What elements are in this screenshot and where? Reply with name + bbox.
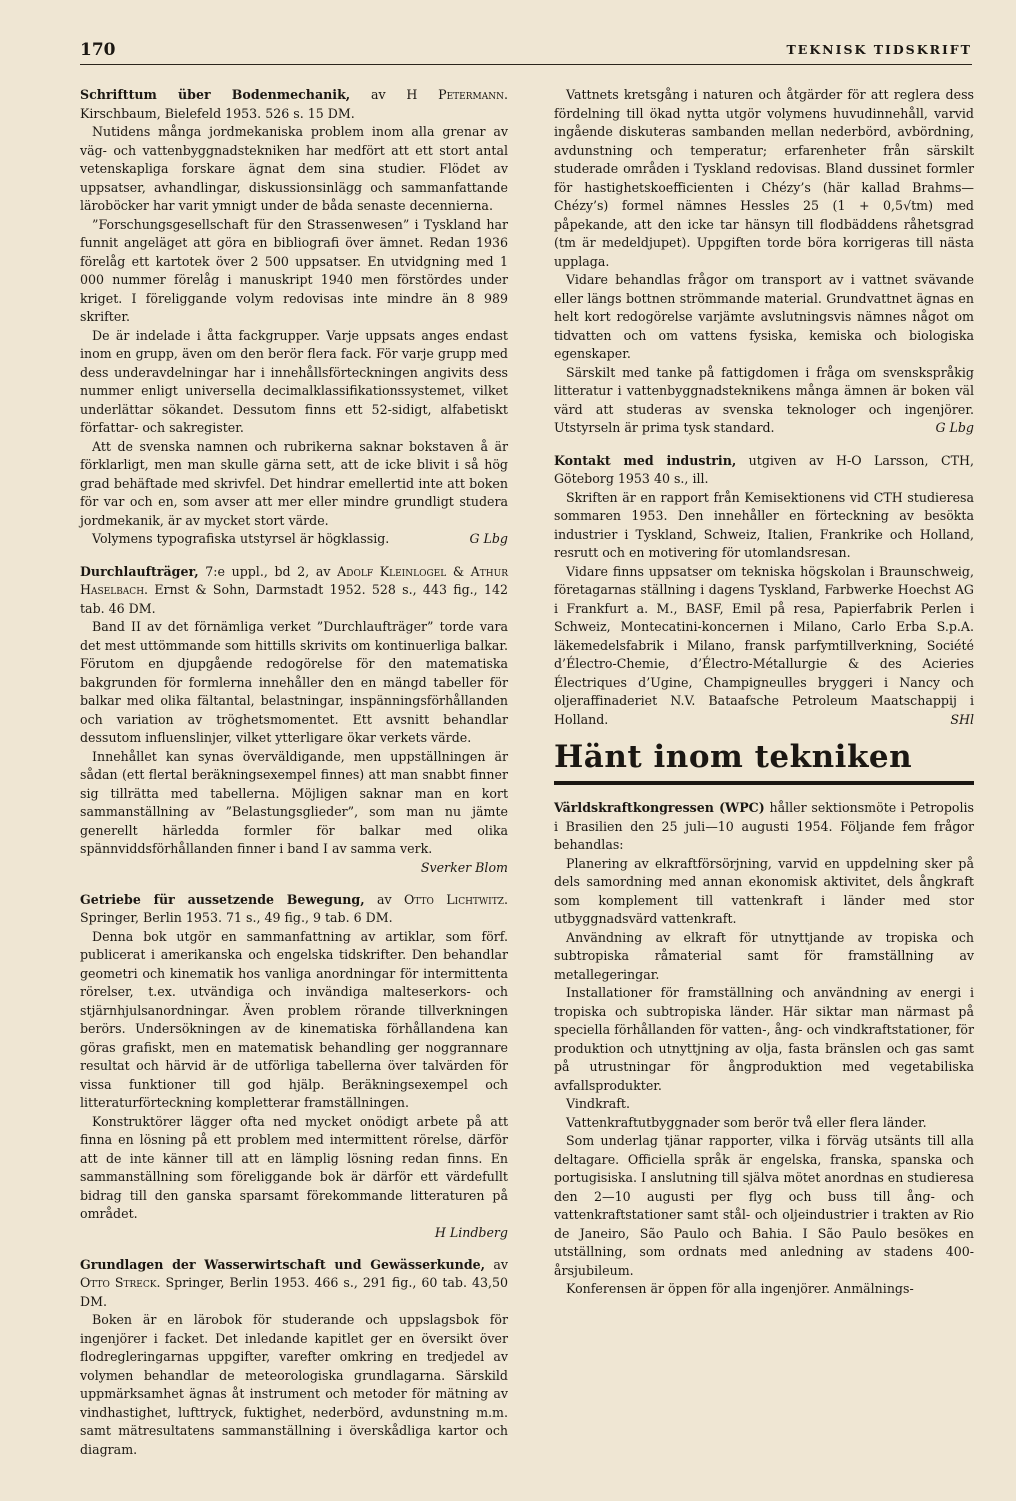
right-column bbox=[554, 86, 974, 1299]
review-entry bbox=[554, 452, 974, 730]
review-paragraph-text: Vidare finns uppsatser om tekniska högskolan i Braunschweig, företagarnas ställning i dagens Tyskland, Farbwerke Hoechst AG i Frankfurt a. M., BASF, Emil på resa, Papierfabrik Perlen i Schweiz, Montecatini-koncernen i Milano, Carlo Erba S.p.A. läkemedelsfabrik i Milano, fransk parfymtillverkning, Société d’Électro-Chemie, d’Électro-Métallurgie & des Acieries Électriques d’Ugine, Champigneulles bryggeri i Nancy och oljeraffinaderiet N.V. Bataafsche Petroleum Maatschappij i Holland. bbox=[554, 563, 974, 727]
review-paragraph bbox=[554, 563, 974, 730]
news-intro: håller sektionsmöte i Petropolis i Brasilien den 25 juli—10 augusti 1954. Följande fem frågor behandlas: bbox=[554, 800, 974, 852]
review-title: Kontakt med industrin, bbox=[554, 452, 737, 468]
review-author-prefix: av bbox=[377, 891, 392, 907]
review-paragraph bbox=[554, 364, 974, 438]
page-number: 170 bbox=[80, 40, 116, 60]
review-entry bbox=[80, 86, 508, 549]
review-paragraph: Band II av det förnämliga verket ”Durchlaufträger” torde vara det mest uttömmande som hittills skrivits om kontinuerliga balkar. Förutom en djupgående redogörelse för den matematiska bakgrunden för formlerna innehåller den en mängd tabeller för balkar med olika fältantal, belastningar, inspänningsförhållanden och variation av tröghetsmomentet. Ett avsnitt behandlar dessutom influenslinjer, vilket ytterligare ökar verkets värde. bbox=[80, 619, 508, 745]
review-title: Schrifttum über Bodenmechanik, bbox=[80, 87, 351, 102]
review-entry bbox=[80, 891, 508, 1242]
review-author-prefix: 7:e uppl., bd 2, av bbox=[205, 563, 331, 579]
news-paragraph: Som underlag tjänar rapporter, vilka i förväg utsänts till alla deltagare. Officiella språk är engelska, franska, spanska och portugisiska. I anslutning till själva mötet anordnas en studieresa den 2—10 augusti per flyg och buss till ång- och vattenkraftstationer samt stål- och oljeindustrier i trakten av Rio de Janeiro, São Paulo och Bahia. I São Paulo besökes en utställning, som ordnats med anledning av stadens 400-årsjubileum. bbox=[554, 1133, 974, 1278]
review-paragraph-text: Volymens typografiska utstyrsel är högklassig. bbox=[92, 531, 390, 546]
review-paragraph: Vidare behandlas frågor om transport av i vattnet svävande eller längs bottnen strömmande material. Grundvattnet ägnas en helt kort redogörelse varjämte avslutningsvis nämnes något om tidvatten och om vattens fysiska, kemiska och biologiska egenskaper. bbox=[554, 272, 974, 361]
review-signature: G Lbg bbox=[469, 531, 508, 546]
review-author: Adolf Kleinlogel & Athur Haselbach. bbox=[80, 563, 508, 597]
review-paragraph: Denna bok utgör en sammanfattning av artiklar, som förf. publicerat i amerikanska och engelska tidskrifter. Den behandlar geometri och kinematik hos vanliga anordningar för intermittenta rörelser, t.ex. utvändiga och invändiga malteserkors- och stjärnhjulsanordningar. Även problem rörande tillverkningen berörs. Undersökningen av de kinematiska förhållandena kan göras grafiskt, men en matematisk behandling ger noggrannare resultat och härvid är de utförliga tabellerna över talvärden för vissa funktioner till god hjälp. Beräkningsexempel och litteraturförteckning kompletterar framställningen. bbox=[80, 928, 508, 1110]
review-author: Otto Lichtwitz. bbox=[404, 891, 508, 907]
review-signature: Sverker Blom bbox=[420, 859, 508, 875]
review-paragraph-text: Särskilt med tanke på fattigdomen i fråga om svenskspråkig litteratur i vattenbyggnadsteknikens många ämnen är boken väl värd att studeras av svenska teknologer och ingenjörer. Utstyrseln är prima tysk standard. bbox=[554, 364, 974, 435]
news-paragraph: Vattenkraftutbyggnader som berör två eller flera länder. bbox=[566, 1114, 927, 1130]
review-imprint: Göteborg 1953 40 s., ill. bbox=[554, 471, 709, 486]
news-paragraph: Installationer för framställning och användning av energi i tropiska och subtropiska länder. Här siktar man närmast på speciella förhållanden för vatten-, ång- och vindkraftstationer, för produktion och utnyttjning av olja, fasta bränslen och gas samt på utrustningar för ångproduktion med vegetabiliska avfallsprodukter. bbox=[554, 985, 974, 1093]
review-imprint: Springer, Berlin 1953. 466 s., 291 fig., 60 tab. 43,50 DM. bbox=[80, 1275, 509, 1309]
news-paragraph: Användning av elkraft för utnyttjande av tropiska och subtropiska råmaterial samt för framställning av metallegeringar. bbox=[554, 929, 974, 982]
news-title: Världskraftkongressen (WPC) bbox=[554, 800, 765, 815]
review-author: Petermann. bbox=[438, 87, 508, 102]
review-title: Getriebe für aussetzende Bewegung, bbox=[80, 891, 365, 907]
review-paragraph: Skriften är en rapport från Kemisektionens vid CTH studieresa sommaren 1953. Den innehåller en förteckning av besökta industrier i Tyskland, Schweiz, Italien, Frankrike och Holland, resrutt och en motivering för utomlandsresan. bbox=[554, 489, 974, 560]
review-paragraph: Konstruktörer lägger ofta ned mycket onödigt arbete på att finna en lösning på ett problem med intermittent rörelse, därför att de inte känner till att en lämplig lösning redan finns. En sammanställning som föreliggande bok är därför ett värdefullt bidrag till den ganska sparsamt förekommande litteraturen på området. bbox=[80, 1113, 508, 1221]
page-header bbox=[80, 36, 972, 65]
journal-name: TEKNISK TIDSKRIFT bbox=[786, 42, 972, 57]
section-heading: Hänt inom tekniken bbox=[554, 739, 974, 785]
review-imprint: Ernst & Sohn, Darmstadt 1952. 528 s., 443 fig., 142 tab. 46 DM. bbox=[80, 582, 508, 616]
review-entry-continued bbox=[554, 86, 974, 438]
review-imprint: Kirschbaum, Bielefeld 1953. 526 s. 15 DM. bbox=[80, 105, 355, 121]
review-author: Otto Streck. bbox=[80, 1275, 161, 1290]
news-paragraph: Konferensen är öppen för alla ingenjörer. Anmälnings- bbox=[566, 1281, 914, 1296]
review-title: Durchlaufträger, bbox=[80, 563, 199, 579]
review-imprint: Springer, Berlin 1953. 71 s., 49 fig., 9 tab. 6 DM. bbox=[80, 910, 393, 925]
review-author-prefix: av H bbox=[370, 87, 418, 102]
review-paragraph bbox=[80, 530, 508, 549]
review-author-prefix: av bbox=[493, 1256, 508, 1272]
review-signature: SHl bbox=[950, 711, 974, 727]
review-signature: G Lbg bbox=[935, 420, 974, 435]
review-author-prefix: utgiven av H-O Larsson, CTH, bbox=[748, 452, 974, 468]
review-entry bbox=[80, 563, 508, 877]
review-signature: H Lindberg bbox=[434, 1224, 508, 1240]
news-entry bbox=[554, 799, 974, 1299]
review-paragraph: Att de svenska namnen och rubrikerna saknar bokstaven å är förklarligt, men man skulle gärna sett, att de icke blivit i så hög grad behäftade med skrivfel. Det hindrar emellertid inte att boken för var och en, som avser att mer eller mindre grundligt studera jordmekanik, är av mycket stort värde. bbox=[80, 438, 508, 528]
review-paragraph: ”Forschungsgesellschaft für den Strassenwesen” i Tyskland har funnit angeläget att göra en bibliografi över ämnet. Redan 1936 förelåg ett kartotek över 2 500 uppsatser. En utvidgning med 1 000 nummer förelåg i manuskript 1940 men förstördes under kriget. I föreliggande volym redovisas inte mindre än 8 989 skrifter. bbox=[80, 216, 508, 324]
review-paragraph: Innehållet kan synas överväldigande, men uppställningen är sådan (ett flertal beräkningsexempel finnes) att man snabbt finner sig tillrätta med tabellerna. Möjligen saknar man en kort sammanställning av ”Belastungsglieder”, som man nu jämte generellt härledda formler för balkar med olika spännviddsförhållanden finner i band I av samma verk. bbox=[80, 748, 508, 856]
review-paragraph: Nutidens många jordmekaniska problem inom alla grenar av väg- och vattenbyggnadstekniken har medfört att ett stort antal vetenskapliga forskare ägnat dem sina studier. Flödet av uppsatser, avhandlingar, diskussionsinlägg och sammanfattande läroböcker har varit ymnigt under de båda senaste decennierna. bbox=[80, 124, 508, 213]
news-paragraph: Vindkraft. bbox=[566, 1096, 630, 1111]
review-paragraph: Vattnets kretsgång i naturen och åtgärder för att reglera dess fördelning till ökad nytta utgör volymens huvudinnehåll, varvid ingående diskuteras sambanden mellan nederbörd, avbördning, avdunstning och temperatur; erfarenheter från särskilt studerade områden i Tyskland redovisas. Bland dussinet formler för hastighetskoefficienten i Chézy’s (här kallad Brahms—Chézy’s) formel nämnes Hessles 25 (1 + 0,5√tm) med påpekande, att den icke tar hänsyn till flodbäddens råhetsgrad (tm är medeldjupet). Uppgiften torde böra korrigeras till nästa upplaga. bbox=[554, 87, 974, 269]
review-paragraph: Boken är en lärobok för studerande och uppslagsbok för ingenjörer i facket. Det inledande kapitlet ger en översikt över flodregleringarnas uppgifter, varefter omkring en tredjedel av volymen behandlar de meteorologiska grundlagarna. Särskild uppmärksamhet ägnas åt instrument och metoder för mätning av vindhastighet, lufttryck, fuktighet, nederbörd, avdunstning m.m. samt mätresultatens sammanställning i överskådliga kartor och diagram. bbox=[80, 1312, 508, 1457]
left-column bbox=[80, 86, 508, 1459]
review-paragraph: De är indelade i åtta fackgrupper. Varje uppsats anges endast inom en grupp, även om den berör flera fack. För varje grupp med dess underavdelningar har i innehållsförteckningen angivits dess nummer enligt universella decimalklassifikationssystemet, vilket underlättar sökandet. Dessutom finns ett 52-sidigt, alfabetiskt författar- och sakregister. bbox=[80, 327, 508, 435]
news-paragraph: Planering av elkraftförsörjning, varvid en uppdelning sker på dels samordning med annan ekonomisk aktivitet, dels ångkraft som komplement till vattenkraft i länder med stor utbyggnadsvärd vattenkraft. bbox=[554, 855, 974, 926]
review-title: Grundlagen der Wasserwirtschaft und Gewässerkunde, bbox=[80, 1256, 486, 1272]
review-entry bbox=[80, 1256, 508, 1460]
